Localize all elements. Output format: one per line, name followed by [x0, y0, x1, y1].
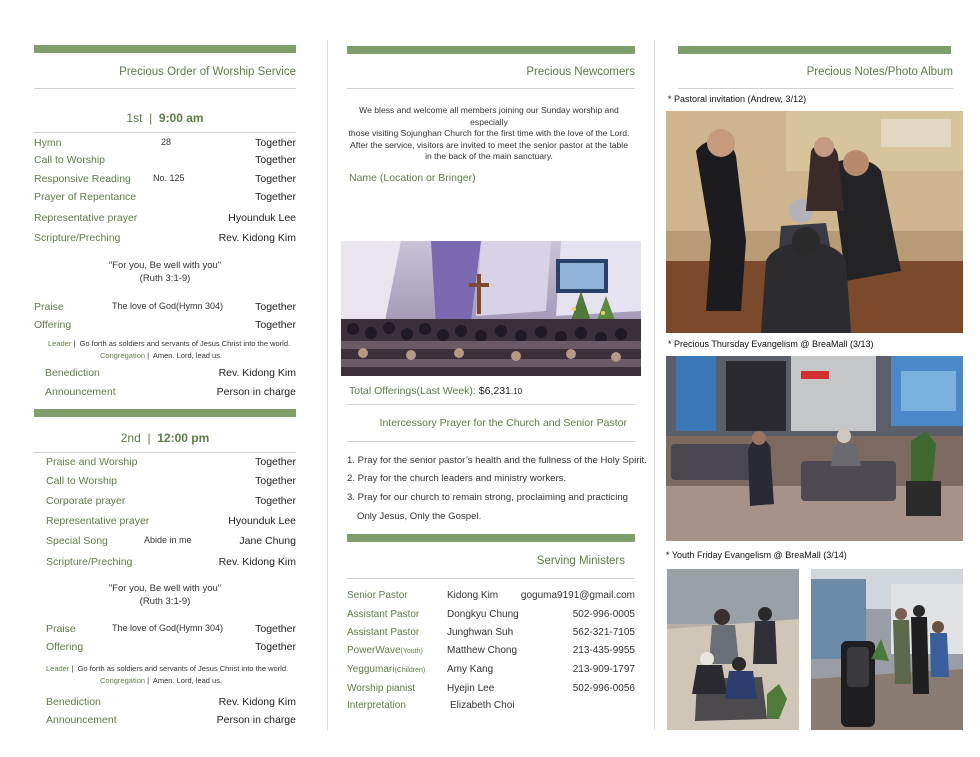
role-tag: (Youth) [400, 648, 423, 655]
minister-name: Amy Kang [447, 664, 494, 675]
prayer-item: 1. Pray for the senior pastor’s health and the fullness of the Holy Spirit. [347, 455, 647, 466]
minister-role [347, 700, 406, 711]
order-leader: Person in charge [216, 714, 296, 726]
minister-name: Matthew Chong [447, 645, 518, 656]
order-leader: Together [255, 475, 296, 487]
role-tag: (Children) [394, 667, 426, 674]
order-row [34, 714, 296, 730]
order-label: Praise [34, 301, 64, 313]
title-rule [347, 88, 635, 89]
order-leader: Together [255, 623, 296, 635]
order-label: Benediction [45, 367, 100, 379]
service-1-rule [34, 132, 296, 133]
pastoral-visit-drawing [666, 111, 963, 333]
role-text: Interpretation [347, 700, 406, 711]
header-bar [347, 46, 635, 54]
order-detail: 28 [161, 137, 172, 147]
sending-leader-line: Leader | Go forth as soldiers and servants of Jesus Christ into the world. [46, 664, 289, 673]
order-row [34, 367, 296, 383]
congregation-role: Congregation [100, 676, 146, 685]
role-text: Assistant Pastor [347, 627, 420, 638]
order-row [34, 495, 296, 511]
order-label: Representative prayer [46, 515, 150, 527]
order-label: Announcement [46, 714, 117, 726]
pastoral-visit-photo [666, 111, 963, 333]
order-leader: Together [255, 319, 296, 331]
order-leader: Together [255, 456, 296, 468]
thursday-evangelism-drawing [666, 356, 963, 541]
youth-evangelism-drawing-1 [667, 569, 799, 730]
order-label: Responsive Reading [34, 173, 131, 185]
minister-row [347, 645, 635, 661]
order-leader: Together [255, 191, 296, 203]
order-row [34, 173, 296, 189]
sermon-title: "For you, Be well with you" [108, 260, 222, 271]
prayer-item: 2. Pray for the church leaders and ministry workers. [347, 473, 567, 484]
order-row [34, 232, 296, 248]
youth-evangelism-drawing-2 [811, 569, 963, 730]
order-label: Offering [46, 641, 84, 653]
order-label: Representative prayer [34, 212, 138, 224]
minister-contact: 502-996-0056 [572, 683, 635, 694]
order-row [34, 137, 296, 153]
prayer-title: Intercessory Prayer for the Church and Senior Pastor [379, 417, 627, 429]
order-label: Praise and Worship [46, 456, 138, 468]
order-label: Offering [34, 319, 72, 331]
minister-name: Junghwan Suh [447, 627, 514, 638]
header-bar [34, 45, 296, 53]
welcome-line: After the service, visitors are invited to meet the senior pastor at the table [349, 139, 628, 150]
order-leader: Together [255, 173, 296, 185]
minister-role [347, 590, 408, 601]
service-1-ordinal: 1st [126, 111, 143, 125]
prayer-item: 3. Pray for our church to remain strong, proclaiming and practicing [347, 492, 629, 503]
order-label: Special Song [46, 535, 108, 547]
minister-name: Elizabeth Choi [450, 700, 515, 711]
sermon-verse [34, 582, 296, 608]
order-row [34, 154, 296, 170]
ministers-table [347, 590, 635, 720]
order-row [34, 623, 296, 639]
offerings-rule [347, 404, 635, 405]
minister-row [347, 683, 635, 699]
minister-contact: 562-321-7105 [572, 627, 635, 638]
sanctuary-photo [341, 241, 641, 376]
leader-text: Go forth as soldiers and servants of Jesus Christ into the world. [79, 339, 291, 348]
order-label: Announcement [45, 386, 116, 398]
order-row [34, 212, 296, 228]
prayer-item: Only Jesus, Only the Gospel. [357, 511, 482, 522]
minister-contact: 213-435-9955 [572, 645, 635, 656]
minister-contact: goguma9191@gmail.com [520, 590, 635, 601]
order-row [34, 456, 296, 472]
sermon-reference: (Ruth 3:1-9) [139, 596, 191, 607]
service-2-bar [34, 409, 296, 417]
worship-order-column [34, 0, 296, 757]
order-label: Scripture/Preching [46, 556, 133, 568]
minister-row [347, 700, 635, 716]
order-leader: Together [255, 495, 296, 507]
minister-name: Kidong Kim [447, 590, 499, 601]
role-text: Yeggumari [347, 664, 395, 675]
role-text: Senior Pastor [347, 590, 408, 601]
order-detail: The love of God(Hymn 304) [112, 623, 224, 633]
thursday-evangelism-photo [666, 356, 963, 541]
order-label: Benediction [46, 696, 101, 708]
minister-name: Hyejin Lee [447, 683, 495, 694]
column-divider-1 [327, 40, 328, 730]
sermon-reference: (Ruth 3:1-9) [139, 273, 191, 284]
sermon-title: "For you, Be well with you" [108, 583, 222, 594]
order-detail: No. 125 [153, 173, 185, 183]
minister-role [347, 664, 425, 675]
service-2-heading [34, 431, 296, 445]
congregation-text: Amen. Lord, lead us. [152, 676, 223, 685]
congregation-role: Congregation [100, 351, 146, 360]
service-2-rule [34, 452, 296, 453]
order-leader: Rev. Kidong Kim [218, 232, 296, 244]
minister-row [347, 664, 635, 680]
order-row [34, 556, 296, 572]
order-label: Hymn [34, 137, 62, 149]
leader-text: Go forth as soldiers and servants of Jesus Christ into the world. [77, 664, 289, 673]
sending-leader-line: Leader | Go forth as soldiers and servants of Jesus Christ into the world. [48, 339, 291, 348]
order-row [34, 535, 296, 551]
order-label: Scripture/Preching [34, 232, 121, 244]
order-leader: Hyounduk Lee [228, 515, 296, 527]
service-2-time: 12:00 pm [157, 431, 210, 445]
order-leader: Rev. Kidong Kim [218, 367, 296, 379]
ministers-rule [347, 578, 635, 579]
youth-evangelism-photo-1 [667, 569, 799, 730]
order-row [34, 696, 296, 712]
ministers-title: Serving Ministers [536, 555, 625, 567]
sending-congregation-line: Congregation | Amen. Lord, lead us. [100, 676, 223, 685]
order-row [34, 641, 296, 657]
youth-evangelism-photo-2 [811, 569, 963, 730]
column-divider-2 [654, 40, 655, 730]
newcomers-column [341, 0, 647, 757]
order-leader: Together [255, 137, 296, 149]
leader-role: Leader [48, 339, 72, 348]
role-text: Assistant Pastor [347, 609, 420, 620]
offering-label: Total Offerings(Last Week): [349, 385, 476, 397]
photo-caption: * Pastoral invitation (Andrew, 3/12) [668, 94, 807, 104]
leader-role: Leader [46, 664, 70, 673]
sending-congregation-line: Congregation | Amen. Lord, lead us. [100, 351, 223, 360]
offering-value: $6,231 [478, 385, 511, 397]
order-row [34, 515, 296, 531]
prayer-rule [347, 441, 635, 442]
order-label: Call to Worship [46, 475, 117, 487]
congregation-text: Amen. Lord, lead us. [152, 351, 223, 360]
title-rule [34, 88, 296, 89]
minister-contact: 213-909-1797 [572, 664, 635, 675]
title-rule [678, 88, 953, 89]
minister-role [347, 609, 419, 620]
order-label: Call to Worship [34, 154, 105, 166]
welcome-line: in the back of the main sanctuary. [425, 151, 553, 161]
order-row [34, 319, 296, 335]
order-leader: Hyounduk Lee [228, 212, 296, 224]
minister-role [347, 683, 415, 694]
order-row [34, 301, 296, 317]
order-detail: Abide in me [144, 535, 192, 545]
welcome-message [341, 105, 637, 163]
minister-role [347, 627, 419, 638]
newcomers-title: Precious Newcomers [526, 66, 635, 78]
offering-cents: .10 [510, 387, 523, 396]
minister-contact: 502-996-0005 [572, 609, 635, 620]
worship-order-title: Precious Order of Worship Service [119, 66, 296, 78]
order-label: Praise [46, 623, 76, 635]
sermon-verse [34, 259, 296, 285]
order-leader: Together [255, 154, 296, 166]
order-leader: Together [255, 301, 296, 313]
photo-caption: * Precious Thursday Evangelism @ BreaMall (3/13) [668, 339, 874, 349]
order-leader: Rev. Kidong Kim [218, 696, 296, 708]
order-leader: Person in charge [216, 386, 296, 398]
order-leader: Jane Chung [239, 535, 296, 547]
service-1-heading [34, 111, 296, 125]
order-leader: Together [255, 641, 296, 653]
sanctuary-photo-drawing [341, 241, 641, 376]
photo-caption: * Youth Friday Evangelism @ BreaMall (3/14) [666, 550, 847, 560]
total-offerings [349, 385, 522, 397]
order-row [34, 386, 296, 402]
welcome-line: those visiting Sojunghan Church for the first time with the love of the Lord. [348, 128, 630, 138]
minister-row [347, 627, 635, 643]
service-1-sep: | [149, 111, 153, 125]
service-1-time: 9:00 am [158, 111, 204, 125]
order-detail: The love of God(Hymn 304) [112, 301, 224, 311]
order-row [34, 191, 296, 207]
service-2-sep: | [147, 431, 151, 445]
minister-row [347, 609, 635, 625]
welcome-line: We bless and welcome all members joining our Sunday worship and especially [359, 105, 619, 127]
role-text: Worship pianist [347, 683, 416, 694]
minister-row [347, 590, 635, 606]
ministers-bar [347, 534, 635, 542]
order-label: Corporate prayer [46, 495, 126, 507]
order-leader: Rev. Kidong Kim [218, 556, 296, 568]
order-label: Prayer of Repentance [34, 191, 137, 203]
service-2-ordinal: 2nd [120, 431, 141, 445]
order-row [34, 475, 296, 491]
photo-album-column [665, 0, 963, 757]
role-text: PowerWave [347, 645, 401, 656]
minister-name: Dongkyu Chung [447, 609, 519, 620]
minister-role [347, 645, 423, 656]
photo-album-title: Precious Notes/Photo Album [806, 66, 953, 78]
header-bar [678, 46, 951, 54]
newcomer-name-label: Name (Location or Bringer) [349, 172, 476, 184]
